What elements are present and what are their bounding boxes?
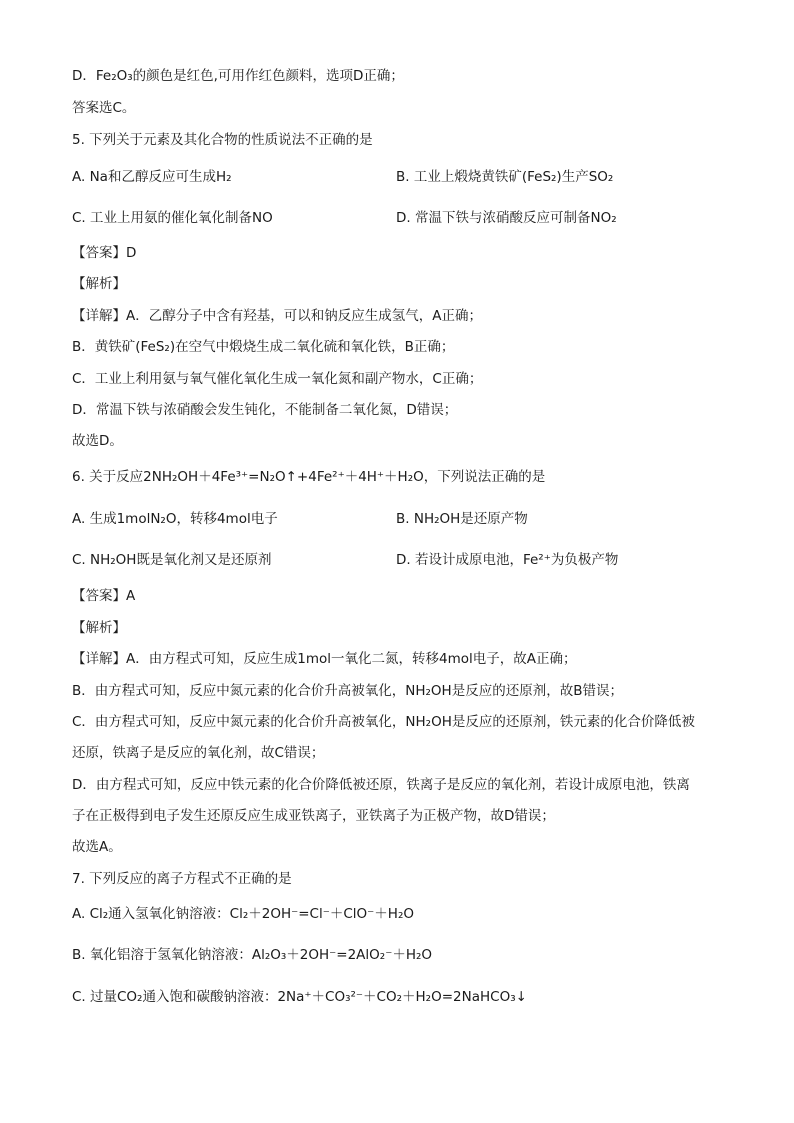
explanation-line: B．黄铁矿(FeS₂)在空气中煅烧生成二氧化硫和氧化铁，B正确；: [72, 339, 455, 355]
explanation-line: C．由方程式可知，反应中氮元素的化合价升高被氧化，NH₂OH是反应的还原剂，铁元素的化合价降低被: [72, 714, 695, 730]
answer-6: 【答案】A: [72, 588, 136, 604]
explanation-line: D．常温下铁与浓硝酸会发生钝化，不能制备二氧化氮，D错误；: [72, 402, 458, 418]
explanation-line: 子在正极得到电子发生还原反应生成亚铁离子，亚铁离子为正极产物，故D错误；: [72, 808, 555, 824]
question-6-option-d: D. 若设计成原电池，Fe²⁺为负极产物: [396, 552, 619, 568]
question-5-stem: 5. 下列关于元素及其化合物的性质说法不正确的是: [72, 132, 373, 148]
question-6-option-c: C. NH₂OH既是氧化剂又是还原剂: [72, 552, 272, 568]
explanation-line: B．由方程式可知，反应中氮元素的化合价升高被氧化，NH₂OH是反应的还原剂，故B错误；: [72, 683, 623, 699]
explanation-line: 还原，铁离子是反应的氧化剂，故C错误；: [72, 745, 325, 761]
question-7-option-a: A. Cl₂通入氢氧化钠溶液：Cl₂＋2OH⁻=Cl⁻＋ClO⁻＋H₂O: [72, 906, 414, 922]
question-6-option-a: A. 生成1molN₂O，转移4mol电子: [72, 511, 278, 527]
question-5-option-b: B. 工业上煅烧黄铁矿(FeS₂)生产SO₂: [396, 169, 614, 185]
question-5-option-c: C. 工业上用氨的催化氧化制备NO: [72, 210, 273, 226]
explanation-line: D．由方程式可知，反应中铁元素的化合价降低被还原，铁离子是反应的氧化剂，若设计成原电池，铁离: [72, 777, 690, 793]
analysis-heading-5: 【解析】: [72, 276, 126, 292]
question-7-stem: 7. 下列反应的离子方程式不正确的是: [72, 871, 292, 887]
explanation-line: 【详解】A．乙醇分子中含有羟基，可以和钠反应生成氢气，A正确；: [72, 308, 482, 324]
explanation-line: 故选D。: [72, 433, 123, 449]
explanation-line: C．工业上利用氨与氧气催化氧化生成一氧化氮和副产物水，C正确；: [72, 371, 483, 387]
question-6-stem: 6. 关于反应2NH₂OH＋4Fe³⁺=N₂O↑+4Fe²⁺＋4H⁺＋H₂O，下列说法正确的是: [72, 469, 546, 485]
question-7-option-b: B. 氧化铝溶于氢氧化钠溶液：Al₂O₃＋2OH⁻=2AlO₂⁻＋H₂O: [72, 947, 433, 963]
explanation-line: 故选A。: [72, 839, 122, 855]
text-line: D．Fe₂O₃的颜色是红色,可用作红色颜料，选项D正确；: [72, 68, 404, 84]
text-line: 答案选C。: [72, 100, 136, 116]
question-5-option-d: D. 常温下铁与浓硝酸反应可制备NO₂: [396, 210, 617, 226]
explanation-line: 【详解】A．由方程式可知，反应生成1mol一氧化二氮，转移4mol电子，故A正确；: [72, 651, 577, 667]
question-5-option-a: A. Na和乙醇反应可生成H₂: [72, 169, 232, 185]
question-7-option-c: C. 过量CO₂通入饱和碳酸钠溶液：2Na⁺＋CO₃²⁻＋CO₂＋H₂O=2NaHCO₃↓: [72, 989, 527, 1005]
analysis-heading-6: 【解析】: [72, 620, 126, 636]
answer-5: 【答案】D: [72, 245, 137, 261]
question-6-option-b: B. NH₂OH是还原产物: [396, 511, 528, 527]
